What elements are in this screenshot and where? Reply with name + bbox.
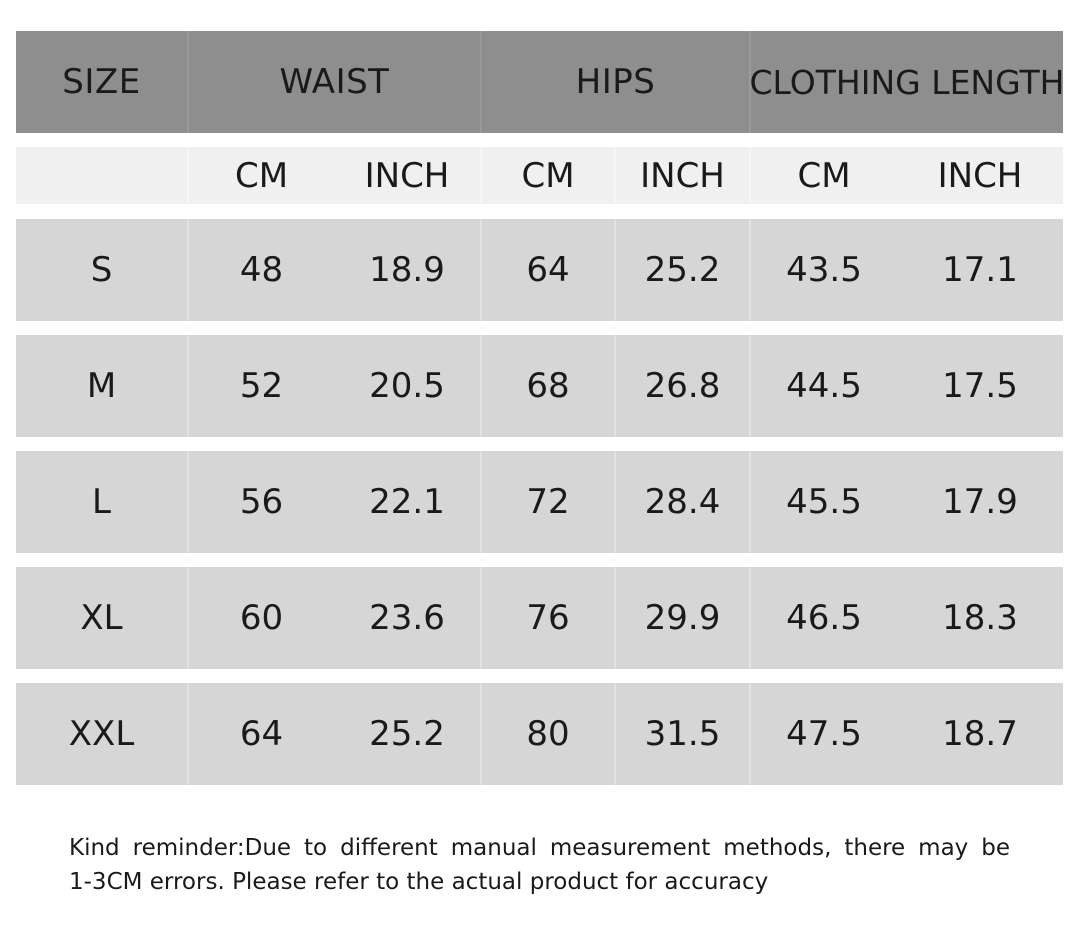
- hips-cm-cell: 80: [482, 683, 616, 785]
- size-cell: L: [16, 451, 189, 553]
- header-size: SIZE: [16, 31, 189, 133]
- unit-cell: CM: [234, 155, 289, 196]
- reminder-line-1: Kind reminder:Due to different manual measurement methods, there may be: [69, 835, 1010, 861]
- table-row: [16, 335, 1063, 437]
- table-row: [16, 451, 1063, 553]
- unit-cell: [16, 147, 189, 204]
- hips-inch-cell: 28.4: [616, 451, 751, 553]
- hips-cm-cell: 64: [482, 219, 616, 321]
- unit-cell: CM: [797, 155, 851, 196]
- length-cm-cell: 47.5: [786, 714, 862, 754]
- header-hips: HIPS: [482, 31, 751, 133]
- waist-cm-cell: 56: [239, 482, 284, 522]
- length-inch-cell: 18.3: [942, 598, 1018, 638]
- table-row: [16, 219, 1063, 321]
- unit-cell: INCH: [334, 147, 482, 204]
- size-cell: XXL: [16, 683, 189, 785]
- unit-cell: INCH: [937, 155, 1023, 196]
- length-cm-cell: 45.5: [786, 482, 862, 522]
- hips-inch-cell: 31.5: [616, 683, 751, 785]
- length-inch-cell: 18.7: [942, 714, 1018, 754]
- hips-inch-cell: 29.9: [616, 567, 751, 669]
- kind-reminder-note: [69, 831, 1010, 899]
- waist-cm-cell: 48: [239, 250, 284, 290]
- hips-inch-cell: 25.2: [616, 219, 751, 321]
- unit-cell: INCH: [616, 147, 751, 204]
- length-cm-cell: 46.5: [786, 598, 862, 638]
- length-inch-cell: 17.9: [942, 482, 1018, 522]
- unit-row: [16, 147, 1063, 204]
- waist-cm-cell: 64: [239, 714, 284, 754]
- header-clothing-length: CLOTHING LENGTH: [749, 62, 1065, 102]
- waist-cm-cell: 60: [239, 598, 284, 638]
- waist-inch-cell: 22.1: [334, 451, 482, 553]
- length-cm-cell: 44.5: [786, 366, 862, 406]
- unit-cell: CM: [482, 147, 616, 204]
- waist-inch-cell: 23.6: [334, 567, 482, 669]
- size-cell: M: [16, 335, 189, 437]
- waist-inch-cell: 20.5: [334, 335, 482, 437]
- table-row: [16, 567, 1063, 669]
- hips-inch-cell: 26.8: [616, 335, 751, 437]
- header-row: [16, 31, 1063, 133]
- size-cell: S: [16, 219, 189, 321]
- waist-cm-cell: 52: [239, 366, 284, 406]
- hips-cm-cell: 72: [482, 451, 616, 553]
- length-cm-cell: 43.5: [786, 250, 862, 290]
- reminder-line-2: 1-3CM errors. Please refer to the actual product for accuracy: [69, 869, 769, 895]
- waist-inch-cell: 18.9: [334, 219, 482, 321]
- length-inch-cell: 17.5: [942, 366, 1018, 406]
- hips-cm-cell: 68: [482, 335, 616, 437]
- hips-cm-cell: 76: [482, 567, 616, 669]
- table-row: [16, 683, 1063, 785]
- size-cell: XL: [16, 567, 189, 669]
- waist-inch-cell: 25.2: [334, 683, 482, 785]
- header-waist: WAIST: [189, 31, 482, 133]
- length-inch-cell: 17.1: [942, 250, 1018, 290]
